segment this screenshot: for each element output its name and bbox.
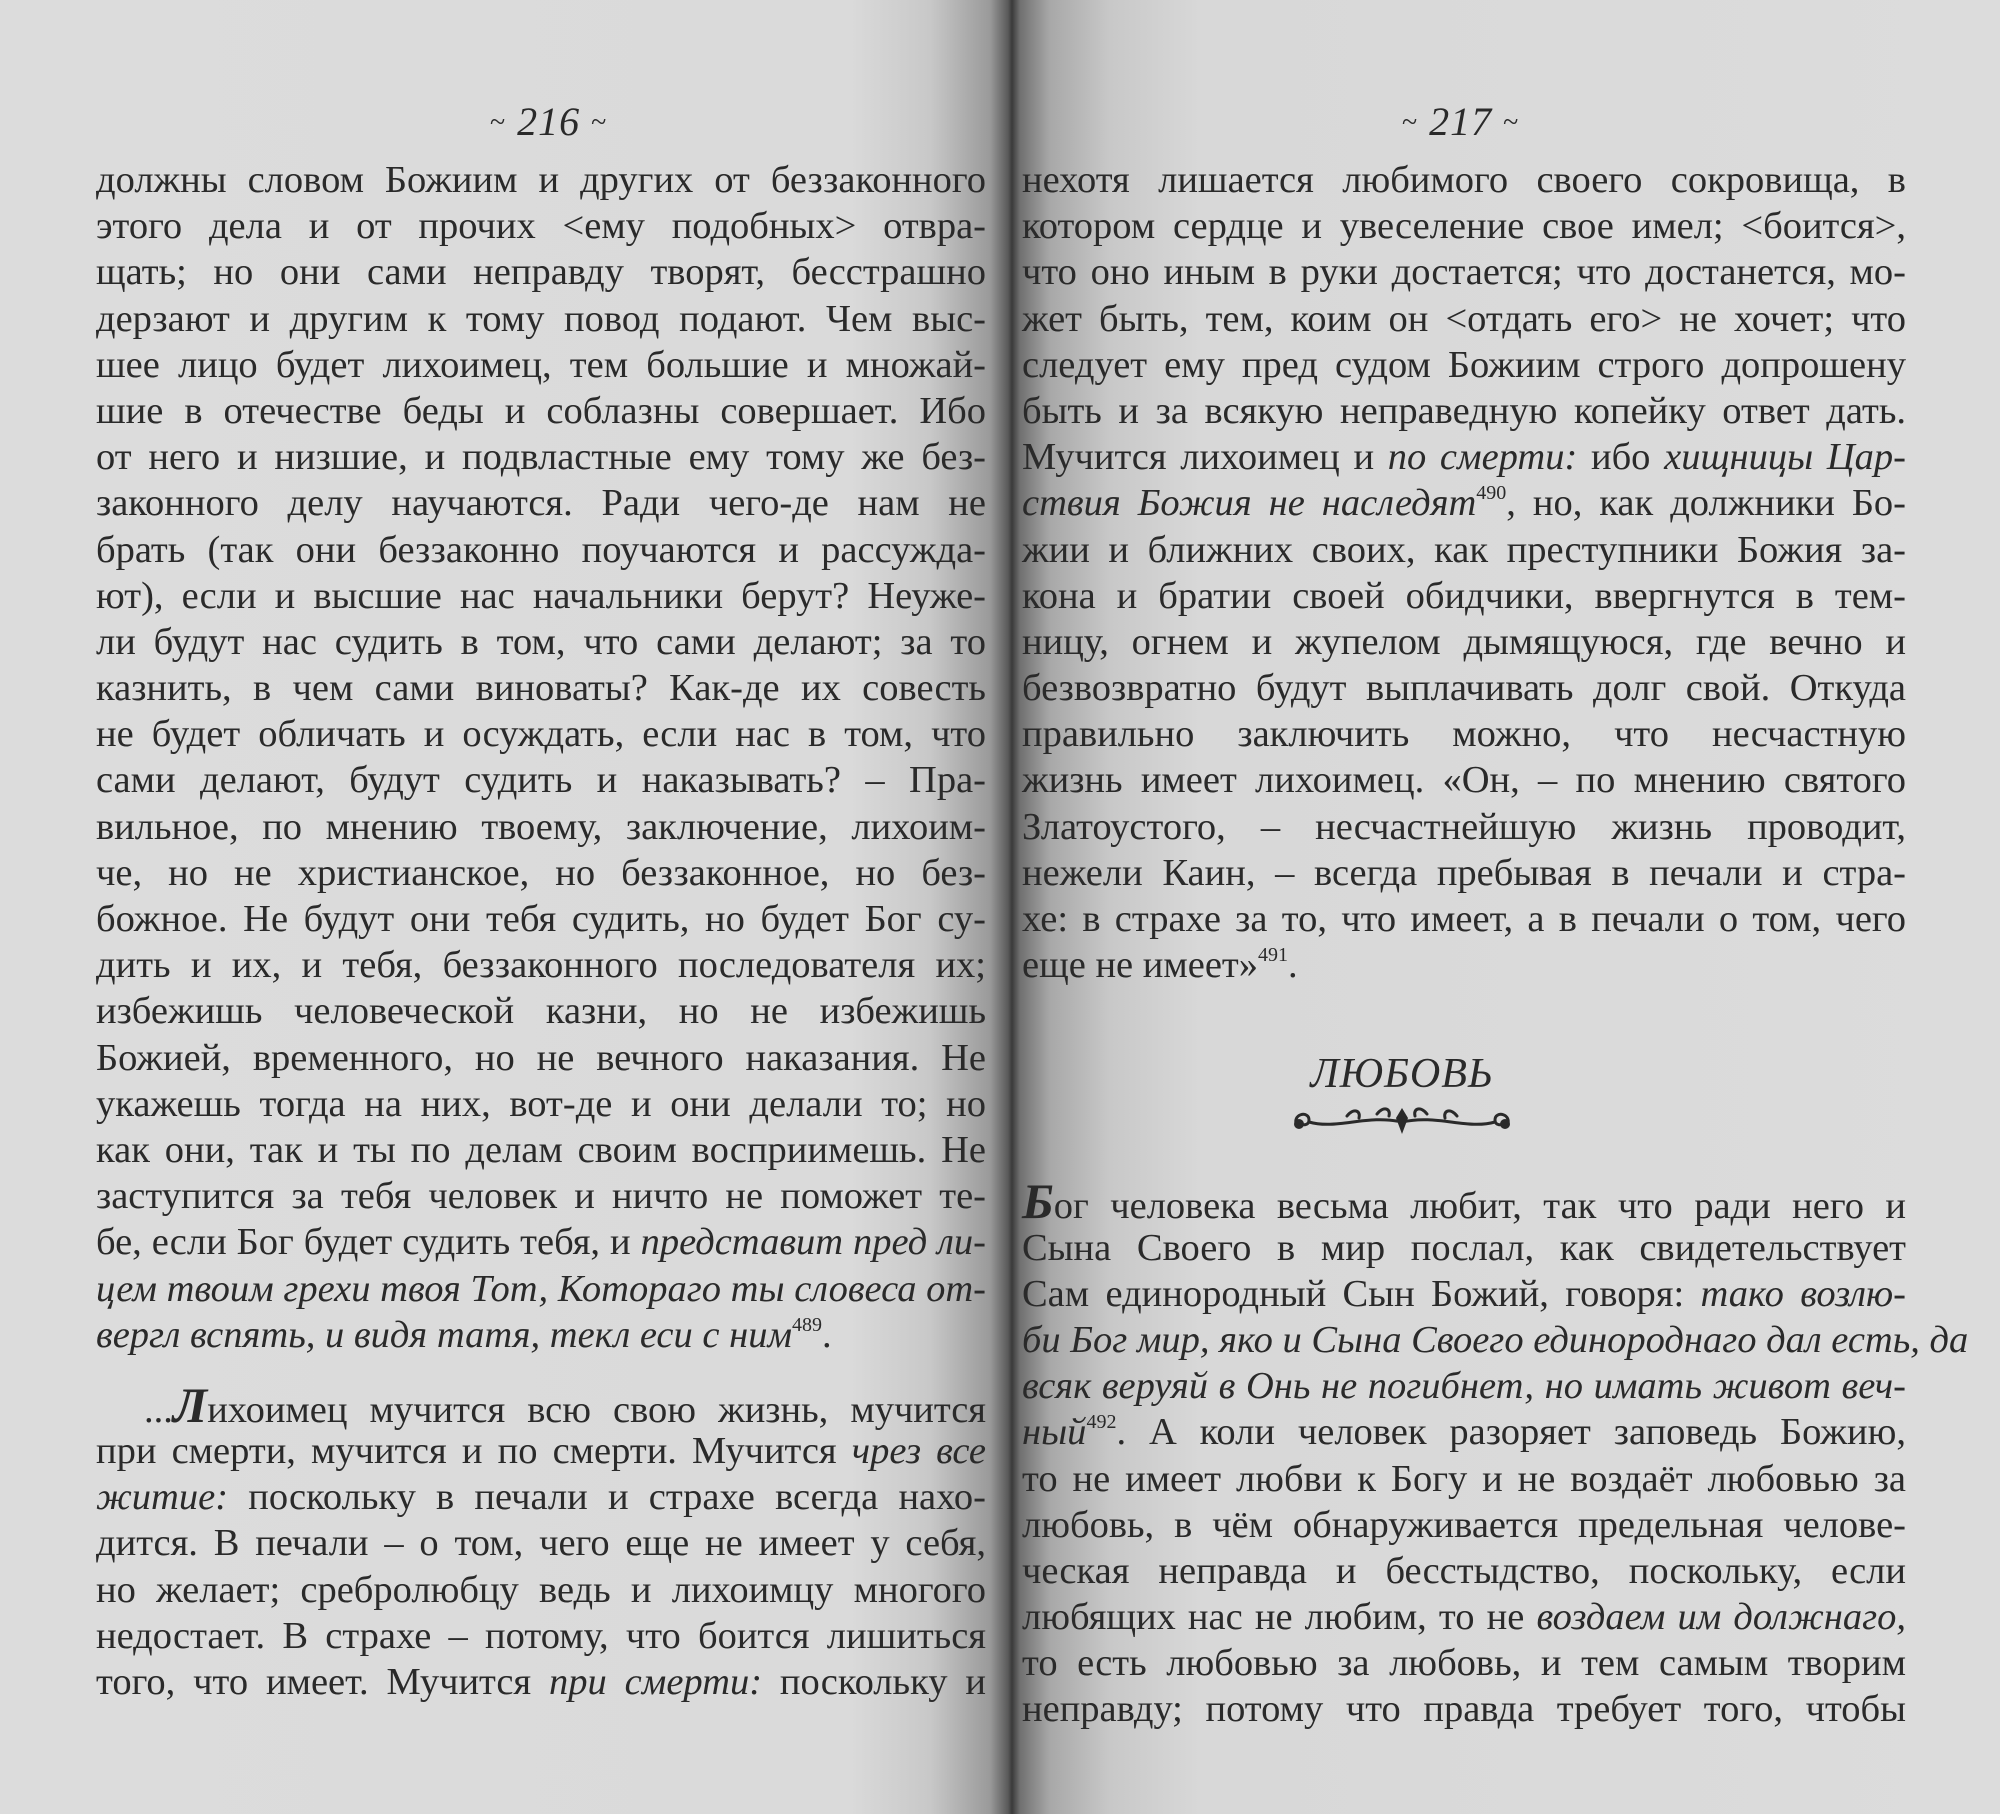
text-line: ли будут нас судить в том, что сами делают; за то — [96, 620, 986, 663]
text-line: бе, если Бог будет судить тебя, и представит пред ли- — [96, 1221, 986, 1264]
footnote-ref-489[interactable]: 489 — [792, 1313, 823, 1336]
text-line: хе: в страхе за то, что имеет, а в печали о том, чего — [1022, 898, 1906, 940]
section-heading: ЛЮБОВЬ — [1310, 1051, 1494, 1097]
folio-ornament-icon: ~ — [591, 107, 608, 138]
text-line: ный$^{492}$. А коли человек разоряет заповедь Божию, — [1022, 1411, 1906, 1454]
text-line: заступится за тебя человек и ничто не поможет те- — [96, 1175, 986, 1218]
drop-cap: Л — [172, 1376, 208, 1433]
text-line: быть и за всякую неправедную копейку ответ дать. — [1022, 389, 1906, 432]
text-line: кона и братии своей обидчики, ввергнутся в тем- — [1022, 574, 1906, 617]
text-line: жет быть, тем, коим он <отдать его> не хочет; что — [1022, 297, 1906, 340]
text-line: избежишь человеческой казни, но не избежишь — [96, 990, 986, 1033]
text-line: шие в отечестве беды и соблазны совершает. Ибо — [96, 389, 986, 432]
text-line: котором сердце и увеселение свое имел; <боится>, — [1022, 205, 1906, 248]
text-line: жизнь имеет лихоимец. «Он, – по мнению святого — [1022, 759, 1906, 802]
text-line: как они, так и ты по делам своим восприимешь. Не — [96, 1128, 986, 1171]
text-line: не будет обличать и осуждать, если нас в том, что — [96, 713, 986, 756]
text-line: что оно иным в руки достается; что достанется, мо- — [1022, 251, 1906, 294]
text-line: то есть любовью за любовь, и тем самым творим — [1022, 1642, 1906, 1685]
scripture-quote: би Бог мир, яко и Сына Своего единороднаго дал есть, да — [1022, 1318, 1969, 1361]
drop-cap: Б — [1022, 1173, 1054, 1230]
text-line: Златоустого, – несчастнейшую жизнь проводит, — [1022, 805, 1906, 848]
text-line: ницу, огнем и жупелом дымящуюся, где вечно и — [1022, 620, 1906, 663]
right-page — [1012, 0, 2000, 1814]
text-line: укажешь тогда на них, вот-де и они делали то; но — [96, 1082, 986, 1125]
scripture-quote: цем твоим грехи твоя Тот, Котораго ты словеса от- — [96, 1267, 986, 1310]
text-line: Мучится лихоимец и по смерти: ибо хищницы Цар- — [1022, 436, 1906, 479]
text-line: нехотя лишается любимого своего сокровища, в — [1022, 159, 1906, 201]
text-line: сами делают, будут судить и наказывать? – Пра- — [96, 759, 986, 802]
text-line: законного делу научаются. Ради чего-де нам не — [96, 482, 986, 525]
text-line: житие: поскольку в печали и страхе всегда нахо- — [96, 1476, 986, 1519]
text-line: но желает; сребролюбцу ведь и лихоимцу многого — [96, 1568, 986, 1611]
text-line: шее лицо будет лихоимец, тем большие и множай- — [96, 343, 986, 386]
text-line: при смерти, мучится и по смерти. Мучится чрез все — [96, 1430, 987, 1473]
text-line: жии и ближних своих, как преступники Божия за- — [1022, 528, 1906, 571]
flourish-ornament-icon — [1287, 1104, 1517, 1138]
footnote-ref-490[interactable]: 490 — [1476, 482, 1507, 505]
text-line: того, что имеет. Мучится при смерти: поскольку и — [96, 1661, 986, 1703]
text-line: щать; но они сами неправду творят, бесстрашно — [96, 251, 986, 294]
text-line: ческая неправда и бесстыдство, поскольку, если — [1022, 1549, 1906, 1592]
footnote-ref-492[interactable]: 492 — [1086, 1411, 1117, 1434]
text-line: от него и низшие, и подвластные ему тому же без- — [96, 436, 986, 479]
text-line: Божией, временного, но не вечного наказания. Не — [96, 1036, 986, 1079]
text-line: Сам единородный Сын Божий, говоря: тако возлю- — [1022, 1272, 1906, 1315]
scripture-quote: вергл вспять, и видя татя, текл еси с ним — [96, 1313, 793, 1356]
text-line: еще не имеет»$^{491}$. — [1022, 944, 1298, 987]
folio-ornament-icon: ~ — [1402, 107, 1419, 138]
folio-ornament-icon: ~ — [490, 107, 507, 138]
scripture-quote: всяк веруяй в Онь не погибнет, но имать живот веч- — [1022, 1365, 1906, 1408]
text-line: любящих нас не любим, то не воздаем им должнаго, — [1022, 1596, 1906, 1639]
text-line: дерзают и другим к тому повод подают. Чем выс- — [96, 297, 986, 340]
text-line: любовь, в чём обнаруживается предельная челове- — [1022, 1503, 1906, 1546]
text-line: безвозвратно будут выплачивать долг свой. Откуда — [1022, 667, 1906, 710]
text-line: божное. Не будут они тебя судить, но будет Бог су- — [96, 898, 986, 940]
left-page-body — [96, 157, 986, 1705]
text-line: Сына Своего в мир послал, как свидетельствует — [1022, 1226, 1906, 1269]
text-line: нежели Каин, – всегда пребывая в печали и стра- — [1022, 851, 1906, 894]
scripture-quote: представит пред ли- — [640, 1221, 986, 1264]
text-line: дится. В печали – о том, чего еще не имеет у себя, — [96, 1522, 986, 1565]
section-heading-block — [1272, 1050, 1532, 1138]
text-line — [1022, 1363, 1906, 1409]
page-number-right: ~ 217 ~ — [1402, 99, 1520, 144]
text-line: ствия Божия не наследят$^{490}$, но, как должники Бо- — [1022, 482, 1906, 525]
text-line: че, но не христианское, но беззаконное, но без- — [96, 851, 986, 894]
paragraph-gap — [96, 1358, 986, 1382]
right-page-body — [1022, 157, 1969, 1733]
text-line: Бог человека весьма любит, так что ради него и — [1022, 1173, 1906, 1230]
text-line: ...Лихоимец мучится всю свою жизнь, мучится — [144, 1376, 986, 1433]
text-line: ют), если и высшие нас начальники берут? Неуже- — [96, 574, 986, 617]
text-line: правильно заключить можно, что несчастную — [1022, 713, 1906, 756]
text-line: брать (так они беззаконно поучаются и рассужда- — [96, 528, 986, 571]
text-line: недостает. В страхе – потому, что боится лишиться — [96, 1614, 986, 1657]
text-line: неправду; потому что правда требует того, чтобы — [1022, 1688, 1906, 1731]
text-line: то не имеет любви к Богу и не воздаёт любовью за — [1022, 1457, 1906, 1500]
folio-ornament-icon: ~ — [1503, 107, 1520, 138]
footnote-ref-491[interactable]: 491 — [1257, 944, 1288, 967]
text-line: вильное, по мнению твоему, заключение, лихоим- — [96, 805, 986, 848]
text-line: следует ему пред судом Божиим строго допрошену — [1022, 343, 1906, 386]
text-line: должны словом Божиим и других от беззаконного — [96, 159, 986, 201]
text-line: дить и их, и тебя, беззаконного последователя их; — [96, 944, 986, 987]
page-number-left: ~ 216 ~ — [490, 99, 608, 144]
text-line — [1022, 1317, 1969, 1363]
text-line: этого дела и от прочих <ему подобных> отвра- — [96, 205, 986, 248]
text-line: казнить, в чем сами виноваты? Как-де их совесть — [96, 667, 986, 710]
text-line: вергл вспять, и видя татя, текл еси с ним$^{489}$. — [96, 1313, 832, 1356]
text-line — [96, 1266, 986, 1312]
